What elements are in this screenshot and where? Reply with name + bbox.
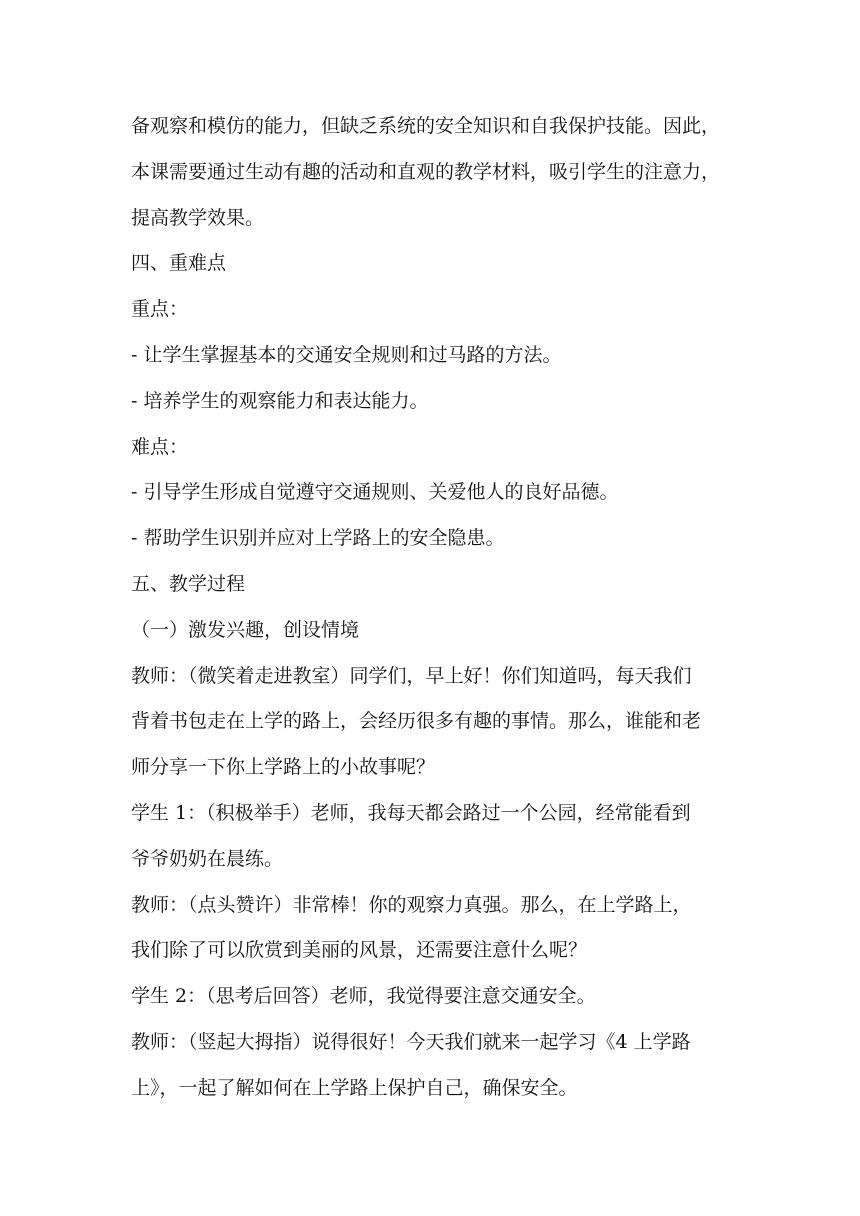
paragraph-line: 本课需要通过生动有趣的活动和直观的教学材料，吸引学生的注意力， bbox=[131, 160, 721, 183]
dialogue-line: 爷爷奶奶在晨练。 bbox=[131, 847, 284, 870]
dialogue-line: 背着书包走在上学的路上，会经历很多有趣的事情。那么，谁能和老 bbox=[131, 710, 702, 733]
dialogue-line: 师分享一下你上学路上的小故事呢？ bbox=[131, 756, 436, 779]
section-heading: 五、教学过程 bbox=[131, 572, 246, 595]
list-item: - 引导学生形成自觉遵守交通规则、关爱他人的良好品德。 bbox=[131, 481, 619, 504]
paragraph-line: 备观察和模仿的能力，但缺乏系统的安全知识和自我保护技能。因此， bbox=[131, 115, 721, 137]
subheading-difficulties: 难点： bbox=[131, 435, 189, 458]
dialogue-line: 上》，一起了解如何在上学路上保护自己，确保安全。 bbox=[131, 1076, 578, 1099]
document-page bbox=[131, 104, 743, 1112]
subsection-heading: （一）激发兴趣，创设情境 bbox=[131, 618, 360, 641]
list-item: - 让学生掌握基本的交通安全规则和过马路的方法。 bbox=[131, 343, 562, 366]
subheading-key-points: 重点： bbox=[131, 298, 189, 321]
list-item: - 帮助学生识别并应对上学路上的安全隐患。 bbox=[131, 527, 505, 550]
dialogue-line: 教师：（竖起大拇指）说得很好！今天我们就来一起学习《4 上学路 bbox=[131, 1030, 691, 1053]
section-heading: 四、重难点 bbox=[131, 252, 227, 275]
dialogue-line: 我们除了可以欣赏到美丽的风景，还需要注意什么呢？ bbox=[131, 939, 588, 962]
paragraph-line: 提高教学效果。 bbox=[131, 206, 265, 229]
list-item: - 培养学生的观察能力和表达能力。 bbox=[131, 389, 429, 412]
dialogue-line: 学生 1：（积极举手）老师，我每天都会路过一个公园，经常能看到 bbox=[131, 801, 691, 824]
dialogue-line: 教师：（微笑着走进教室）同学们，早上好！你们知道吗，每天我们 bbox=[131, 664, 692, 687]
dialogue-line: 学生 2：（思考后回答）老师，我觉得要注意交通安全。 bbox=[131, 985, 596, 1008]
dialogue-line: 教师：（点头赞许）非常棒！你的观察力真强。那么，在上学路上， bbox=[131, 893, 692, 916]
